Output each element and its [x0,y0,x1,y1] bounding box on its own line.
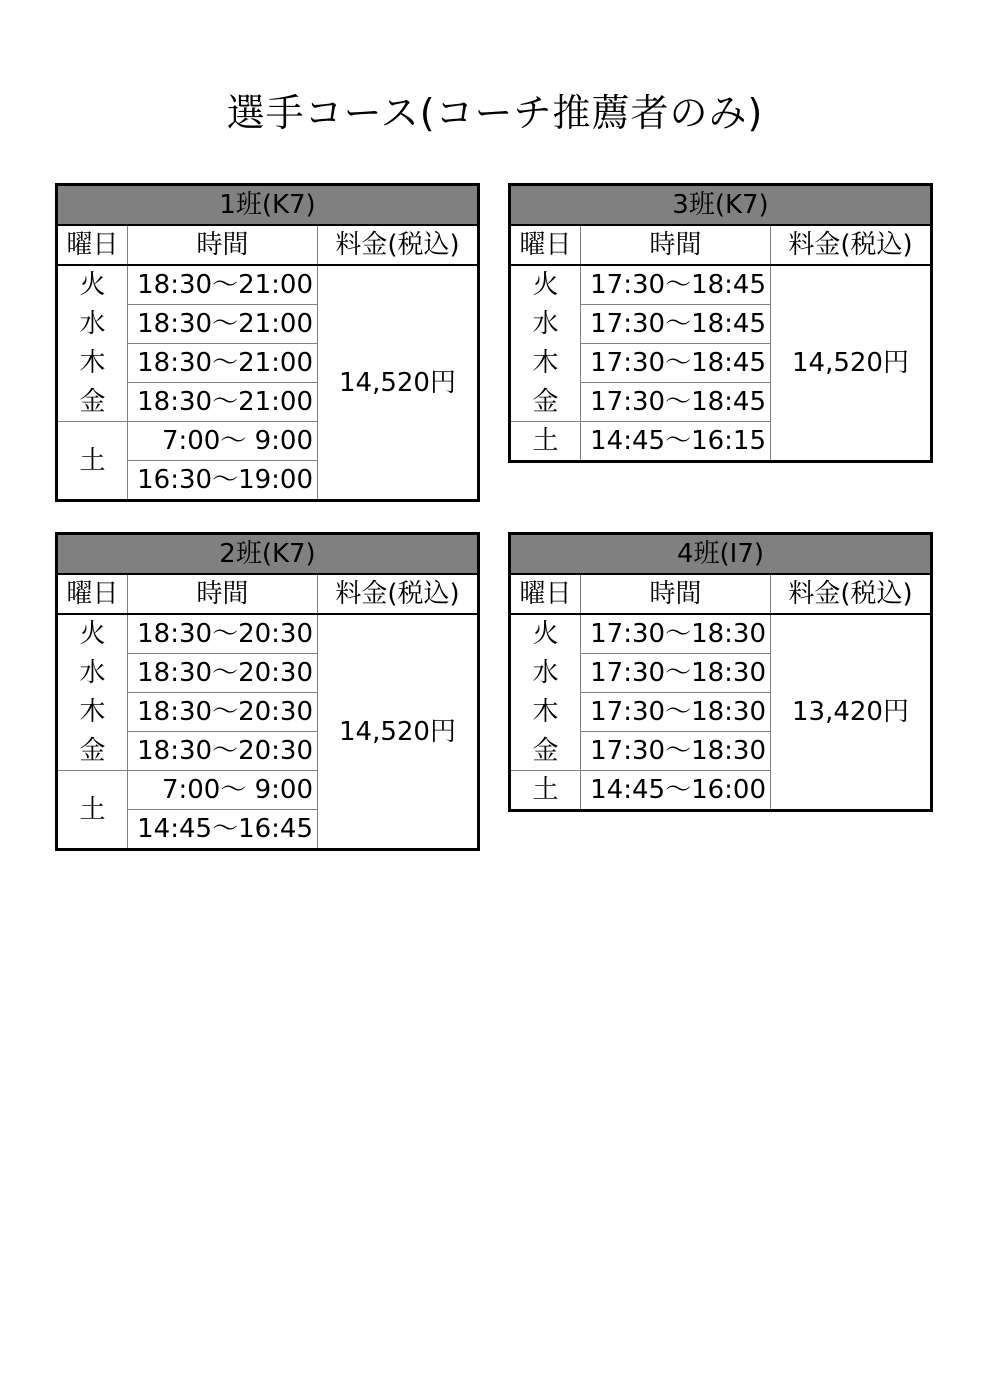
day-cell: 土 [510,422,581,462]
day-cell: 木 [510,693,581,732]
time-column-header: 時間 [128,225,318,265]
time-cell: 14:45〜16:00 [581,771,771,811]
day-cell: 木 [57,693,128,732]
day-column-header: 曜日 [57,225,128,265]
time-cell: 18:30〜20:30 [128,732,318,771]
time-cell: 14:45〜16:45 [128,810,318,850]
day-cell: 土 [510,771,581,811]
day-cell: 水 [57,654,128,693]
time-cell: 17:30〜18:45 [581,383,771,422]
table-row [510,614,932,654]
day-column-header: 曜日 [510,225,581,265]
time-cell: 18:30〜21:00 [128,265,318,305]
schedule-table-group-2 [55,532,480,851]
time-column-header: 時間 [581,574,771,614]
price-column-header: 料金(税込) [771,225,932,265]
group-header: 4班(I7) [510,534,932,575]
day-cell: 水 [510,305,581,344]
day-cell: 木 [57,344,128,383]
day-column-header: 曜日 [57,574,128,614]
price-cell: 13,420円 [792,697,909,727]
day-cell: 金 [57,732,128,771]
price-column-header: 料金(税込) [318,225,479,265]
time-cell: 17:30〜18:45 [581,265,771,305]
time-column-header: 時間 [128,574,318,614]
group-header: 3班(K7) [510,185,932,226]
day-cell: 木 [510,344,581,383]
time-cell: 18:30〜21:00 [128,344,318,383]
day-cell: 土 [57,771,128,850]
time-cell: 17:30〜18:45 [581,344,771,383]
time-column-header: 時間 [581,225,771,265]
time-cell: 7:00〜 9:00 [128,422,318,461]
day-cell: 水 [57,305,128,344]
day-cell: 金 [510,732,581,771]
price-cell: 14,520円 [792,348,909,378]
price-cell: 14,520円 [339,367,456,398]
time-cell: 14:45〜16:15 [581,422,771,462]
price-column-header: 料金(税込) [771,574,932,614]
time-cell: 18:30〜20:30 [128,614,318,654]
day-cell: 金 [57,383,128,422]
schedule-table-group-1 [55,183,480,502]
group-header: 1班(K7) [57,185,479,226]
time-cell: 17:30〜18:45 [581,305,771,344]
day-cell: 火 [57,265,128,305]
time-cell: 17:30〜18:30 [581,693,771,732]
day-cell: 金 [510,383,581,422]
price-column-header: 料金(税込) [318,574,479,614]
schedule-table-group-3 [508,183,933,463]
day-cell: 火 [510,265,581,305]
day-cell: 火 [510,614,581,654]
day-column-header: 曜日 [510,574,581,614]
time-cell: 18:30〜21:00 [128,305,318,344]
time-cell: 7:00〜 9:00 [128,771,318,810]
price-cell: 14,520円 [339,716,456,747]
time-cell: 18:30〜20:30 [128,693,318,732]
time-cell: 18:30〜20:30 [128,654,318,693]
table-row [510,265,932,305]
group-header: 2班(K7) [57,534,479,575]
page-title: 選手コース(コーチ推薦者のみ) [226,91,764,135]
time-cell: 17:30〜18:30 [581,614,771,654]
day-cell: 水 [510,654,581,693]
time-cell: 17:30〜18:30 [581,654,771,693]
time-cell: 16:30〜19:00 [128,461,318,501]
day-cell: 土 [57,422,128,501]
table-row [57,265,479,305]
table-row [57,614,479,654]
time-cell: 18:30〜21:00 [128,383,318,422]
day-cell: 火 [57,614,128,654]
time-cell: 17:30〜18:30 [581,732,771,771]
schedule-table-group-4 [508,532,933,812]
